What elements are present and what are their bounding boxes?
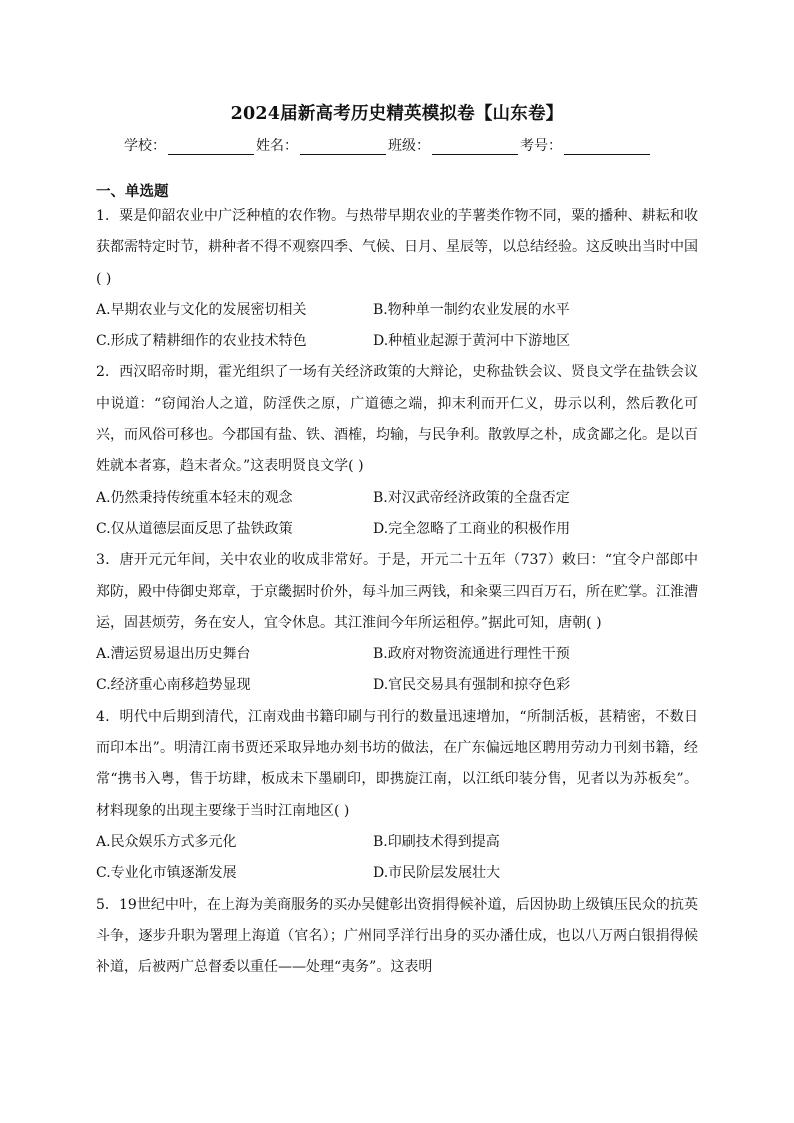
question-3-stem: [96, 545, 698, 639]
question-3-option-a[interactable]: A.漕运贸易退出历史舞台: [96, 646, 251, 663]
question-4-option-b[interactable]: B.印刷技术得到提高: [373, 833, 500, 850]
question-1-options-row-2: [96, 326, 698, 357]
question-4-options-row-2: [96, 858, 698, 889]
question-2-number: 2．: [96, 364, 120, 381]
question-2-option-c[interactable]: C.仅从道德层面反思了盐铁政策: [96, 520, 293, 537]
question-4-option-d[interactable]: D.市民阶层发展壮大: [373, 865, 501, 882]
name-blank[interactable]: [300, 136, 386, 155]
class-blank[interactable]: [432, 136, 518, 155]
question-1-option-a[interactable]: A.早期农业与文化的发展密切相关: [96, 301, 307, 318]
question-1-stem: [96, 201, 698, 295]
question-5-text: 19世纪中叶，在上海为美商服务的买办吴健彰出资捐得候补道，后因协助上级镇压民众的抗英斗争，逐步升职为署理上海道（官名）；广州同孚洋行出身的买办潘仕成，也以八万两白银捐得候补道，后被两广总督委以重任——处理“夷务”。这表明: [96, 896, 698, 976]
question-1-option-b[interactable]: B.物种单一制约农业发展的水平: [373, 301, 570, 318]
exam-number-blank[interactable]: [564, 136, 650, 155]
question-2-options-row-2: [96, 514, 698, 545]
question-4-text: 明代中后期到清代，江南戏曲书籍印刷与刊行的数量迅速增加，“所制活板，甚精密，不数日而印本出”。明清江南书贾还采取异地办刻书坊的做法，在广东偏远地区聘用劳动力刊刻书籍，经常“携书入粤，售于坊肆，板成未下墨刷印，即携旋江南，以江纸印装分售，见者以为苏板矣”。材料现象的出现主要缘于当时江南地区( ): [96, 708, 698, 819]
question-3-options-row-1: [96, 639, 698, 670]
question-1-options-row-1: [96, 295, 698, 326]
question-2-option-d[interactable]: D.完全忽略了工商业的积极作用: [373, 520, 571, 537]
question-1-option-c[interactable]: C.形成了精耕细作的农业技术特色: [96, 333, 307, 350]
exam-number-field: [520, 135, 652, 155]
class-label: 班级：: [388, 138, 430, 154]
question-4-number: 4．: [96, 708, 120, 725]
school-blank[interactable]: [168, 136, 254, 155]
question-2-text: 西汉昭帝时期，霍光组织了一场有关经济政策的大辩论，史称盐铁会议、贤良文学在盐铁会议中说道：“窃闻治人之道，防淫佚之原，广道德之端，抑末利而开仁义，毋示以利，然后教化可兴，而风俗可移也。今郡国有盐、铁、酒榷，均输，与民争利。散敦厚之朴，成贪鄙之化。是以百姓就本者寡，趋末者众。”这表明贤良文学( ): [96, 364, 698, 475]
question-5-number: 5．: [96, 896, 119, 913]
question-3-option-b[interactable]: B.政府对物资流通进行理性干预: [373, 646, 570, 663]
question-2-option-b[interactable]: B.对汉武帝经济政策的全盘否定: [373, 489, 570, 506]
class-field: [388, 135, 520, 155]
section-title: 一、单选题: [96, 183, 169, 200]
question-3-number: 3．: [96, 552, 120, 569]
question-1-text: 粟是仰韶农业中广泛种植的农作物。与热带早期农业的芋薯类作物不同，粟的播种、耕耘和收获都需特定时节，耕种者不得不观察四季、气候、日月、星辰等，以总结经验。这反映出当时中国( ): [96, 208, 698, 287]
question-3-option-c[interactable]: C.经济重心南移趋势显现: [96, 677, 251, 694]
question-2-options-row-1: [96, 483, 698, 514]
question-3-option-d[interactable]: D.官民交易具有强制和掠夺色彩: [373, 677, 571, 694]
question-4-options-row-1: [96, 827, 698, 858]
question-2-stem: [96, 357, 698, 482]
question-5-stem: [96, 890, 698, 984]
question-3-options-row-2: [96, 670, 698, 701]
student-info-line: [124, 133, 652, 157]
name-field: [256, 135, 388, 155]
question-1-option-d[interactable]: D.种植业起源于黄河中下游地区: [373, 333, 571, 350]
question-4-option-a[interactable]: A.民众娱乐方式多元化: [96, 833, 237, 850]
exam-number-label: 考号：: [520, 138, 562, 154]
questions-content: [96, 201, 698, 983]
school-label: 学校：: [124, 138, 166, 154]
name-label: 姓名：: [256, 138, 298, 154]
exam-title: 2024届新高考历史精英模拟卷【山东卷】: [230, 104, 564, 124]
question-4-stem: [96, 702, 698, 827]
question-2-option-a[interactable]: A.仍然秉持传统重本轻末的观念: [96, 489, 293, 506]
school-field: [124, 135, 256, 155]
question-4-option-c[interactable]: C.专业化市镇逐渐发展: [96, 865, 237, 882]
question-3-text: 唐开元元年间，关中农业的收成非常好。于是，开元二十五年（737）敕曰：“宜令户部郎中郑防，殿中侍御史郑章，于京畿据时价外，每斗加三两钱，和籴粟三四百万石，所在贮掌。江淮漕运，固甚烦劳，务在安人，宜令休息。其江淮间今年所运租停。”据此可知，唐朝( ): [96, 552, 698, 631]
question-1-number: 1．: [96, 208, 120, 224]
